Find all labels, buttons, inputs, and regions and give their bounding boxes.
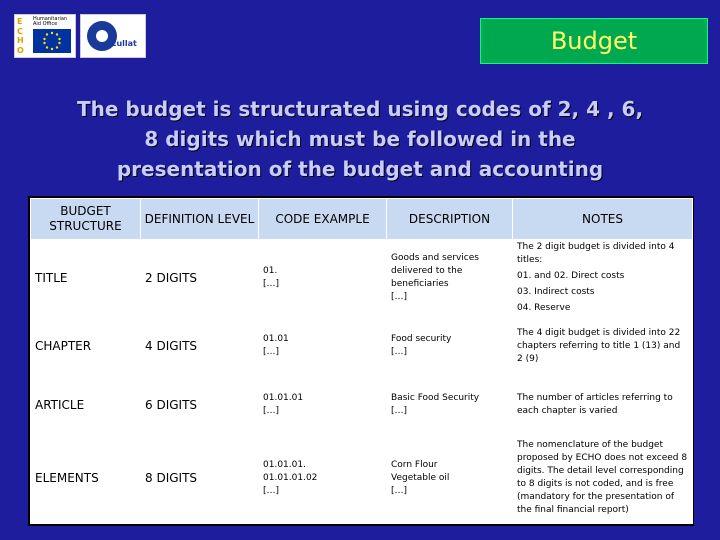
structure-cell: ARTICLE <box>31 376 141 433</box>
page-title: Budget <box>480 18 708 64</box>
logo-group <box>14 14 146 58</box>
partner-logo-word: Eullat <box>111 39 137 48</box>
code-cell: 01.01.01 […] <box>259 376 387 433</box>
table-row <box>31 240 693 317</box>
echo-logo-letters: E C H O <box>17 17 24 55</box>
notes-cell: The number of articles referring to each chapter is varied <box>513 376 693 433</box>
budget-table <box>28 196 694 526</box>
header-code-example: CODE EXAMPLE <box>259 199 387 240</box>
level-cell: 4 DIGITS <box>141 316 259 375</box>
description-cell: Food security […] <box>387 316 513 375</box>
subtitle-line: presentation of the budget and accounting <box>116 157 604 181</box>
code-cell: 01. […] <box>259 240 387 317</box>
header-description: DESCRIPTION <box>387 199 513 240</box>
code-cell: 01.01.01. 01.01.01.02 […] <box>259 433 387 523</box>
level-cell: 6 DIGITS <box>141 376 259 433</box>
code-cell: 01.01 […] <box>259 316 387 375</box>
header-notes: NOTES <box>513 199 693 240</box>
echo-logo-text: Humanitarian Aid Office <box>33 16 68 27</box>
table-row <box>31 376 693 433</box>
structure-cell: CHAPTER <box>31 316 141 375</box>
notes-cell: The 2 digit budget is divided into 4 titles: 01. and 02. Direct costs 03. Indirect costs 04. Reserve <box>513 240 693 317</box>
subtitle-line: The budget is structurated using codes of 2, 4 , 6, <box>76 97 644 121</box>
notes-cell: The nomenclature of the budget proposed by ECHO does not exceed 8 digits. The detail level corresponding to 8 digits is not coded, and is free (mandatory for the presentation of the final financial report) <box>513 433 693 523</box>
subtitle-line: 8 digits which must be followed in the <box>144 127 576 151</box>
structure-cell: TITLE <box>31 240 141 317</box>
header-budget-structure: BUDGET STRUCTURE <box>31 199 141 240</box>
description-cell: Corn Flour Vegetable oil […] <box>387 433 513 523</box>
table-row <box>31 316 693 375</box>
table-row <box>31 433 693 523</box>
description-cell: Goods and services delivered to the beneficiaries […] <box>387 240 513 317</box>
table-header-row <box>31 199 693 240</box>
eu-flag-icon <box>33 29 71 53</box>
level-cell: 2 DIGITS <box>141 240 259 317</box>
subtitle <box>40 94 680 184</box>
notes-cell: The 4 digit budget is divided into 22 chapters referring to title 1 (13) and 2 (9) <box>513 316 693 375</box>
partner-logo <box>80 14 146 58</box>
echo-logo <box>14 14 76 58</box>
description-cell: Basic Food Security […] <box>387 376 513 433</box>
structure-cell: ELEMENTS <box>31 433 141 523</box>
level-cell: 8 DIGITS <box>141 433 259 523</box>
header-definition-level: DEFINITION LEVEL <box>141 199 259 240</box>
